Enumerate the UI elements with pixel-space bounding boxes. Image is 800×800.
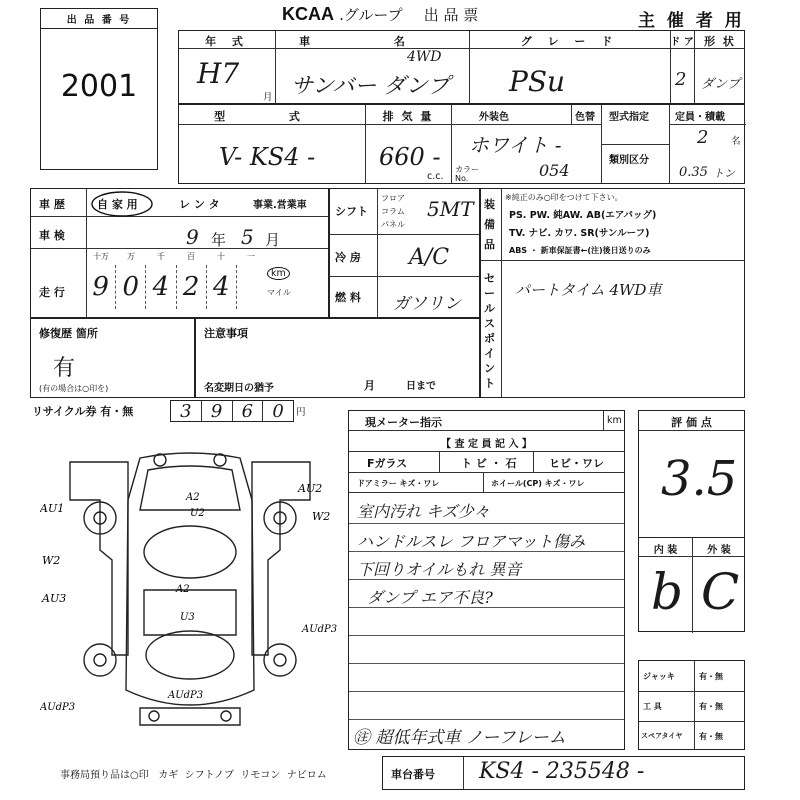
deadline-label: 名変期日の猶予 bbox=[204, 383, 274, 394]
fuel-value: ガソリン bbox=[393, 294, 461, 314]
chassis-number-value: KS4 - 235548 - bbox=[479, 759, 645, 784]
class-label: 類別区分 bbox=[609, 155, 649, 166]
equipment-line-3: ABS ・ 新車保証書←(注)後日送りのみ bbox=[509, 246, 651, 255]
mileage-unit-10k: 万 bbox=[127, 252, 135, 261]
inspector-windshield: Fガラス bbox=[367, 457, 408, 470]
car-name-note: 4WD bbox=[407, 49, 442, 65]
inspector-mirror: ドアミラー キズ・ワレ bbox=[357, 479, 440, 488]
color-code-label: カラー No. bbox=[455, 165, 479, 183]
tools-value: 有・無 bbox=[699, 702, 723, 711]
type-spec-label: 型式指定 bbox=[609, 112, 649, 123]
notes-label: 注意事項 bbox=[204, 327, 248, 340]
specs-block bbox=[328, 188, 480, 318]
ac-value: A/C bbox=[409, 245, 450, 270]
exterior-color-value: ホワイト - bbox=[469, 133, 562, 157]
color-code-value: 054 bbox=[539, 161, 570, 180]
exterior-label: 外 装 bbox=[707, 545, 731, 556]
grade-value: PSu bbox=[509, 65, 566, 98]
equipment-line-2: TV. ナビ. カワ. SR(サンルーフ) bbox=[509, 228, 650, 239]
mileage-digit: 2 bbox=[177, 265, 207, 309]
spare-tire-value: 有・無 bbox=[699, 732, 723, 741]
diagram-mark: A2 bbox=[176, 584, 190, 595]
inspector-comment-1: 室内汚れ キズ少々 bbox=[357, 502, 490, 521]
mileage-unit-1: 一 bbox=[247, 252, 255, 261]
equipment-block bbox=[480, 188, 745, 398]
diagram-mark: AUdP3 bbox=[40, 702, 76, 713]
tools-label: 工 具 bbox=[643, 702, 662, 711]
recycle-digit: 6 bbox=[233, 401, 264, 421]
repair-history-note: (有の場合は○印を) bbox=[39, 384, 109, 393]
recycle-row bbox=[30, 400, 305, 422]
notes-box bbox=[195, 318, 480, 398]
inspector-block bbox=[348, 410, 625, 750]
doors-label: ド ア bbox=[670, 37, 694, 48]
inspection-month-unit: 月 bbox=[265, 231, 281, 249]
diagram-mark: W2 bbox=[42, 554, 61, 567]
capacity-value: 2 bbox=[697, 127, 709, 148]
load-value: 0.35 bbox=[679, 165, 708, 180]
shape-label: 形 状 bbox=[704, 35, 736, 48]
mileage-unit-100k: 十万 bbox=[93, 252, 109, 261]
model-label: 型 式 bbox=[214, 110, 330, 123]
vehicle-row-2 bbox=[178, 104, 745, 184]
mileage-label: 走 行 bbox=[39, 286, 65, 299]
spare-tire-label: スペアタイヤ bbox=[641, 732, 683, 740]
capacity-label: 定員・積載 bbox=[675, 112, 725, 123]
diagram-mark: AU2 bbox=[298, 482, 323, 495]
year-month-suffix: 月 bbox=[263, 92, 273, 103]
meter-unit: km bbox=[607, 415, 622, 426]
interior-label: 内 装 bbox=[653, 545, 678, 556]
inspector-footer-note: ㊟ 超低年式車 ノーフレーム bbox=[353, 728, 566, 748]
recycle-digit: 0 bbox=[272, 400, 284, 422]
sales-point-value: パートタイム 4WD車 bbox=[515, 281, 662, 299]
history-option-commercial: 事業.営業車 bbox=[253, 200, 307, 211]
repair-history-label: 修復歴 箇所 bbox=[39, 327, 98, 340]
recycle-unit: 円 bbox=[296, 407, 306, 418]
lot-number-box bbox=[40, 8, 158, 170]
exterior-score: C bbox=[701, 563, 740, 621]
lot-number-label: 出 品 番 号 bbox=[41, 11, 157, 29]
capacity-unit: 名 bbox=[731, 136, 741, 147]
shift-option-panel: パネル bbox=[381, 220, 405, 229]
score-label: 評 価 点 bbox=[671, 416, 712, 429]
score-block bbox=[638, 410, 745, 632]
sales-point-label: セールスポイント bbox=[484, 272, 495, 390]
history-option-private: 自 家 用 bbox=[97, 198, 138, 211]
accessories-block bbox=[638, 660, 745, 750]
doors-value: 2 bbox=[675, 69, 687, 90]
repair-history-box bbox=[30, 318, 195, 398]
inspector-header: 【 査 定 員 記 入 】 bbox=[441, 439, 532, 450]
exterior-color-label: 外装色 bbox=[479, 112, 509, 123]
mileage-unit-100: 百 bbox=[187, 252, 195, 261]
car-name-label: 車 名 bbox=[299, 35, 445, 48]
history-block bbox=[30, 188, 330, 318]
mileage-km-label: km bbox=[267, 267, 290, 280]
equipment-line-1: PS. PW. 純AW. AB(エアバッグ) bbox=[509, 210, 657, 221]
jack-label: ジャッキ bbox=[643, 672, 675, 681]
diagram-mark: AUdP3 bbox=[302, 624, 338, 635]
meter-label: 現メーター指示 bbox=[365, 416, 442, 429]
mileage-digit: 0 bbox=[116, 265, 146, 309]
diagram-mark: U2 bbox=[190, 508, 205, 519]
inspector-crack: ヒビ・ワレ bbox=[549, 457, 604, 470]
deadline-month-unit: 月 bbox=[364, 379, 375, 392]
inspector-comment-3: 下回りオイルもれ 異音 bbox=[357, 560, 522, 579]
inspector-comment-2: ハンドルスレ フロアマット傷み bbox=[357, 532, 585, 551]
inspector-wheel: ホイール(CP) キズ・ワレ bbox=[491, 479, 585, 488]
mileage-units bbox=[86, 251, 266, 265]
shift-label: シフト bbox=[335, 205, 368, 218]
shift-value: 5MT bbox=[427, 197, 474, 221]
shape-value: ダンプ bbox=[701, 77, 741, 92]
organizer-copy-label: 主 催 者 用 bbox=[638, 11, 745, 31]
car-body-diagram bbox=[40, 440, 340, 740]
history-selected-circle bbox=[89, 189, 155, 219]
recycle-label: リサイクル券 有・無 bbox=[32, 405, 134, 418]
recycle-digit: 3 bbox=[171, 401, 202, 421]
jack-value: 有・無 bbox=[699, 672, 723, 681]
document-title: 出 品 票 bbox=[423, 6, 479, 24]
vehicle-row-1 bbox=[178, 30, 745, 104]
inspection-month: 5 bbox=[241, 225, 254, 249]
diagram-mark: AUdP3 bbox=[168, 690, 204, 701]
score-value: 3.5 bbox=[661, 451, 738, 507]
color-swap-label: 色替 bbox=[575, 112, 595, 123]
mileage-unit-10: 十 bbox=[217, 252, 225, 261]
brand-logo: KCAA bbox=[282, 4, 334, 24]
office-items-note: 事務局預り品は○印 カギ シフトノブ リモコン ナビロム bbox=[60, 770, 327, 781]
diagram-mark: AU3 bbox=[42, 592, 67, 605]
year-label: 年 式 bbox=[205, 35, 249, 48]
inspector-chip: ト ビ ・ 石 bbox=[461, 457, 517, 470]
document-header bbox=[282, 4, 552, 30]
car-name-value: サンバー ダンプ bbox=[291, 74, 450, 99]
grade-label: グ レ ー ド bbox=[520, 35, 619, 48]
recycle-digit: 9 bbox=[202, 401, 233, 421]
displacement-label: 排 気 量 bbox=[382, 110, 434, 123]
diagram-mark: U3 bbox=[180, 612, 195, 623]
repair-history-value: 有 bbox=[53, 356, 76, 381]
history-label: 車 歴 bbox=[39, 198, 65, 211]
shift-option-floor: フロア bbox=[381, 194, 405, 203]
recycle-digits bbox=[170, 400, 294, 422]
shift-option-column: コラム bbox=[381, 207, 405, 216]
diagram-mark: AU1 bbox=[40, 502, 65, 515]
history-option-rental: レ ン タ bbox=[179, 198, 220, 211]
deadline-day-unit: 日まで bbox=[406, 381, 436, 392]
mileage-digit bbox=[237, 265, 266, 309]
year-value: H7 bbox=[197, 57, 240, 90]
mileage-digit: 4 bbox=[146, 265, 176, 309]
equipment-note: ※純正のみ○印をつけて下さい。 bbox=[505, 193, 623, 202]
chassis-number-label: 車台番号 bbox=[391, 768, 435, 781]
fuel-label: 燃 料 bbox=[335, 291, 361, 304]
inspection-year-unit: 年 bbox=[211, 231, 227, 249]
lot-number-value: 2001 bbox=[60, 69, 138, 104]
mileage-digit: 9 bbox=[86, 265, 116, 309]
displacement-value: 660 - bbox=[379, 143, 441, 171]
inspection-label: 車 検 bbox=[39, 229, 65, 242]
inspector-comment-4: ダンプ エア不良? bbox=[367, 588, 493, 607]
ac-label: 冷 房 bbox=[335, 251, 361, 264]
mileage-mile-label: マイル bbox=[267, 288, 291, 297]
chassis-number-box bbox=[382, 756, 745, 790]
load-unit: トン bbox=[713, 167, 735, 180]
diagram-mark: A2 bbox=[186, 492, 200, 503]
mileage-digit: 4 bbox=[207, 265, 237, 309]
mileage-unit-1k: 千 bbox=[157, 252, 165, 261]
displacement-unit: c.c. bbox=[427, 171, 444, 182]
mileage-digits bbox=[86, 265, 266, 309]
diagram-mark: W2 bbox=[312, 510, 331, 523]
interior-score: b bbox=[651, 563, 684, 621]
brand-suffix: .グループ bbox=[339, 6, 403, 24]
model-value: V- KS4 - bbox=[219, 143, 316, 171]
inspection-year: 9 bbox=[186, 225, 199, 249]
equipment-section-label: 装 備 品 bbox=[484, 198, 495, 251]
